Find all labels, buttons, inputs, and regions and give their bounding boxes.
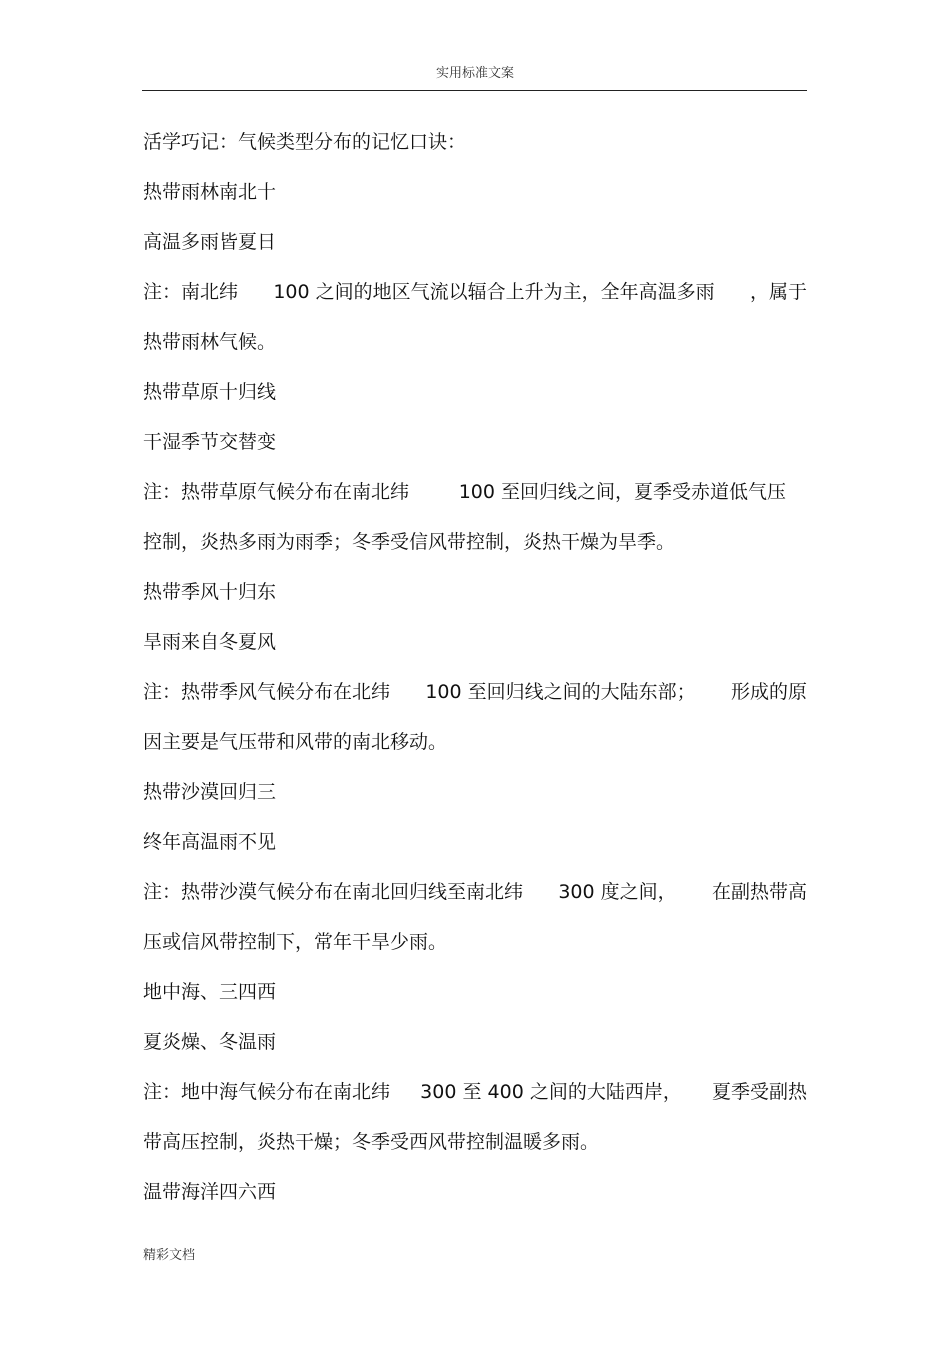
paragraph-line: 干湿季节交替变	[143, 431, 277, 453]
text-segment: 注：热带季风气候分布在北纬	[143, 681, 391, 703]
text-segment: 注：地中海气候分布在南北纬	[143, 1081, 391, 1103]
paragraph-line: 热带雨林气候。	[143, 331, 277, 353]
paragraph-line: 热带沙漠回归三	[143, 781, 277, 803]
paragraph-line: 控制，炎热多雨为雨季；冬季受信风带控制，炎热干燥为旱季。	[143, 531, 676, 553]
note-line	[143, 267, 807, 317]
text-segment: 100 至回归线之间，夏季受赤道低气压	[458, 481, 786, 503]
paragraph-line: 高温多雨皆夏日	[143, 231, 277, 253]
note-line	[143, 467, 786, 517]
page-header: 实用标准文案	[435, 66, 514, 81]
note-line	[143, 1067, 807, 1117]
paragraph-line: 地中海、三四西	[143, 981, 277, 1003]
text-segment: 注：热带沙漠气候分布在南北回归线至南北纬	[143, 881, 524, 903]
text-segment: 100 至回归线之间的大陆东部；	[425, 681, 696, 703]
paragraph-line: 夏炎燥、冬温雨	[143, 1031, 277, 1053]
paragraph-line: 热带雨林南北十	[143, 181, 277, 203]
paragraph-line: 带高压控制，炎热干燥；冬季受西风带控制温暖多雨。	[143, 1131, 600, 1153]
text-segment: ，属于	[749, 281, 807, 303]
text-segment: 在副热带高	[711, 881, 807, 903]
text-segment: 注：南北纬	[143, 281, 239, 303]
paragraph-line: 旱雨来自冬夏风	[143, 631, 277, 653]
text-segment: 300 至 400 之间的大陆西岸，	[420, 1081, 682, 1103]
page-footer: 精彩文档	[143, 1248, 196, 1263]
paragraph-line: 热带草原十归线	[143, 381, 277, 403]
paragraph-line: 因主要是气压带和风带的南北移动。	[143, 731, 448, 753]
text-segment: 夏季受副热	[711, 1081, 807, 1103]
paragraph-line: 热带季风十归东	[143, 581, 277, 603]
text-segment: 300 度之间，	[558, 881, 677, 903]
document-body	[143, 117, 807, 1217]
note-line	[143, 867, 807, 917]
text-segment: 100 之间的地区气流以辐合上升为主，全年高温多雨	[273, 281, 715, 303]
note-line	[143, 667, 807, 717]
paragraph-line: 压或信风带控制下，常年干旱少雨。	[143, 931, 448, 953]
paragraph-line: 终年高温雨不见	[143, 831, 277, 853]
text-segment: 形成的原	[730, 681, 807, 703]
paragraph-line: 活学巧记：气候类型分布的记忆口诀：	[143, 131, 467, 153]
text-segment: 注：热带草原气候分布在南北纬	[143, 481, 410, 503]
paragraph-line: 温带海洋四六西	[143, 1181, 277, 1203]
header-divider	[142, 90, 807, 91]
